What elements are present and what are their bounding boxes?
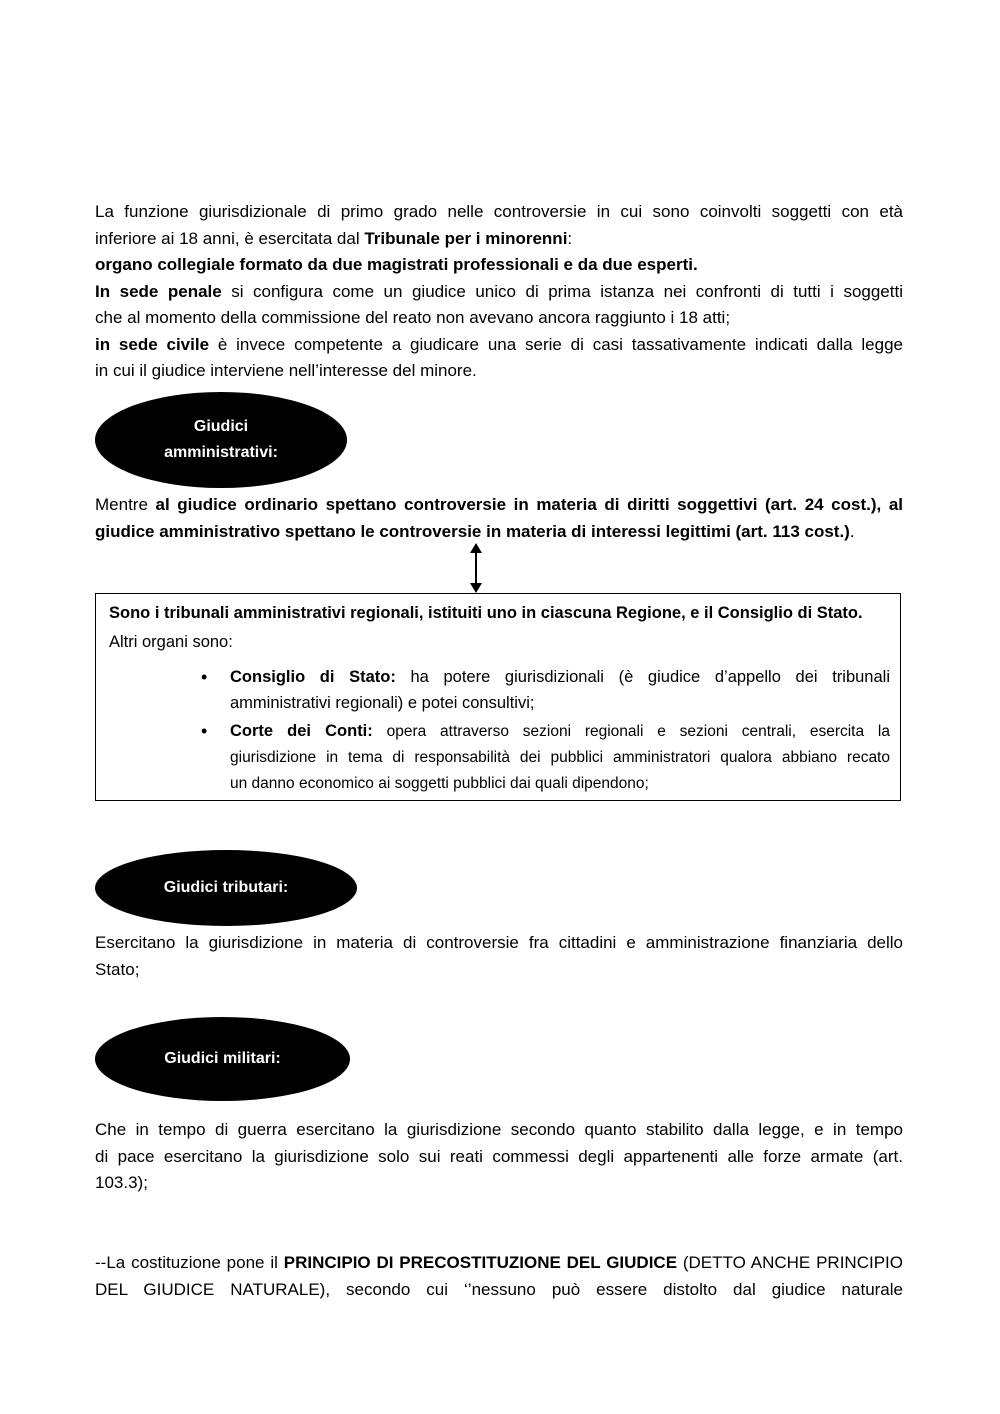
bullet-2-line-3: un danno economico ai soggetti pubblici dai quali dipendono; [230,775,649,792]
box-heading-block [109,600,863,655]
box-heading: Sono i tribunali amministrativi regionali, istituiti uno in ciascuna Regione, e il Consiglio di Stato. [109,604,863,622]
badge-line-1: Giudici [193,418,249,435]
tributari-line-1: Esercitano la giurisdizione in materia di controversie fra cittadini e amministrazione finanziaria dello [95,933,903,952]
intro-line-2 [95,226,903,253]
bullet-dot-icon: • [201,667,208,687]
admin-line-2-period: . [849,521,855,541]
principio-line-1 [95,1250,903,1277]
admin-line-1-text: Mentre [95,495,156,514]
intro-paragraph [95,199,903,385]
giudici-tributari-badge [95,850,357,926]
bullet-2-line-2: giurisdizione in tema di responsabilità dei pubblici amministratori qualora abbiano recato [230,749,890,766]
bullet-corte-dei-conti [201,718,890,797]
principio-line-1-post: (DETTO ANCHE PRINCIPIO [677,1253,903,1272]
intro-line-5: che al momento della commissione del reato non avevano ancora raggiunto i 18 atti; [95,308,731,327]
militari-line-1: Che in tempo di guerra esercitano la giurisdizione secondo quanto stabilito dalla legge, e in tempo [95,1120,903,1139]
intro-line-3 [95,252,903,279]
principio-term: PRINCIPIO DI PRECOSTITUZIONE DEL GIUDICE [283,1253,678,1272]
tributari-paragraph [95,930,903,983]
double-arrow-icon [466,543,486,593]
principio-line-2: DEL GIUDICE NATURALE), secondo cui ‘’nessuno può essere distolto dal giudice naturale [95,1279,903,1299]
admin-line-2-bold: giudice amministrativo spettano le controversie in materia di interessi legittimi (art. 113 cost.) [95,521,850,541]
sede-penale-term: In sede penale [95,281,222,301]
organi-box [95,593,901,801]
badge-label: Giudici tributari: [163,879,289,896]
intro-line-2-colon: : [567,228,573,248]
militari-line-3: 103.3); [95,1173,148,1192]
bullet-dot-icon: • [201,721,208,741]
militari-line-2: di pace esercitano la giurisdizione solo sui reati commessi degli appartenenti alle forze armate (art. [95,1146,903,1166]
organo-collegiale-text: organo collegiale formato da due magistrati professionali e da due esperti. [95,255,698,274]
bullet-2-title: Corte dei Conti: [230,722,373,740]
badge-line-2: amministrativi: [164,444,278,461]
bullet-1-line-2: amministrativi regionali) e potei consultivi; [230,694,535,712]
admin-paragraph [95,492,903,545]
badge-label: Giudici militari: [164,1050,281,1067]
intro-line-4-text: si configura come un giudice unico di prima istanza nei confronti di tutti i soggetti [221,281,903,301]
giudici-amministrativi-badge [95,392,347,488]
intro-line-4 [95,279,903,306]
intro-line-6-text: è invece competente a giudicare una serie di casi tassativamente indicati dalla legge [209,334,903,354]
bullet-1-title: Consiglio di Stato: [230,668,396,686]
intro-line-6 [95,332,903,359]
principio-line-1-text: --La costituzione pone il [95,1253,284,1272]
principio-paragraph [95,1250,903,1303]
sede-civile-term: in sede civile [95,334,210,354]
bullet-2-line-1 [230,718,890,745]
intro-line-7: in cui il giudice interviene nell’interesse del minore. [95,361,477,380]
bullet-1-line-1 [230,664,890,690]
box-subheading: Altri organi sono: [109,633,233,651]
bullet-2-text: opera attraverso sezioni regionali e sezioni centrali, esercita la [372,723,890,740]
intro-line-2-text: inferiore ai 18 anni, è esercitata dal [95,228,365,248]
bullet-1-text: ha potere giurisdizionali (è giudice d’appello dei tribunali [395,668,890,686]
admin-line-2 [95,519,903,546]
intro-line-1: La funzione giurisdizionale di primo grado nelle controversie in cui sono coinvolti soggetti con età [95,202,903,221]
tribunale-minorenni-term: Tribunale per i minorenni [364,228,568,248]
admin-line-1-bold: al giudice ordinario spettano controversie in materia di diritti soggettivi (art. 24 cost.), al [155,495,904,514]
tributari-line-2: Stato; [95,959,140,979]
militari-paragraph [95,1117,903,1197]
giudici-militari-badge [95,1017,350,1101]
bullet-consiglio-di-stato [201,664,890,716]
admin-line-1 [95,492,903,519]
